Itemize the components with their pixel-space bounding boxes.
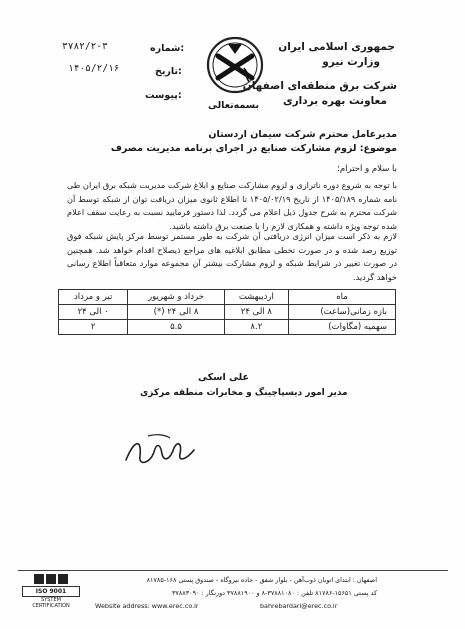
table-row-label: سهمیه (مگاوات) (289, 320, 396, 335)
country-name: جمهوری اسلامی ایران (278, 41, 395, 53)
table-cell: ۸ الی ۲۴ (*) (128, 305, 224, 320)
department-name: معاونت بهره برداری (282, 95, 387, 107)
table-row (59, 320, 396, 335)
number-value: ۳۷۸۲/۲-۳ (62, 41, 108, 52)
company-name: شرکت برق منطقه‌ای اصفهان (242, 80, 397, 92)
number-label: شماره: (150, 43, 185, 54)
quota-table (58, 289, 396, 335)
signatory-name: علی اسکی (198, 372, 250, 383)
table-cell: ۵.۵ (128, 320, 224, 335)
table-row-label: بازه زمانی(ساعت) (289, 305, 396, 320)
attachment-label: پیوست: (145, 90, 182, 101)
table-cell: ۸.۲ (224, 320, 288, 335)
basmala: بسمه‌تعالی (208, 100, 260, 111)
table-cell: ۰ الی ۲۴ (59, 305, 128, 320)
signatory-title: مدیر امور دیسپاچینگ و مخابرات منطقه مرکزی (140, 388, 348, 398)
ministry-name: وزارت نیرو (322, 56, 380, 68)
date-value: ۱۴۰۵/۲/۱۶ (68, 63, 120, 74)
footer-address: اصفهان : ابتدای اتوبان ذوب‌آهن - بلوار شفق - جاده نیروگاه - صندوق پستی ۱۶۸-۸۱۷۸۵ (146, 576, 377, 584)
subject-line: موضوع: لزوم مشارکت صنایع در اجرای برنامه مدیریت مصرف (110, 143, 397, 154)
table-header-cell: ماه (289, 290, 396, 305)
paragraph-2: لازم به ذکر است میزان انرژی دریافتی آن شرکت به طور مستمر توسط مرکز پایش شبکه فوق توزیع رصد شده و در صورت تخطی مطابق ابلاغیه های مراجع ذیصلاح اقدام خواهد شد. همچنین در صورت تغییر در شرایط شبکه و لزوم مشارکت بیشتر آن مجموعه موارد متعاقباً اطلاع رسانی خواهد گردید. (67, 231, 397, 282)
table-header-cell: تیر و مرداد (59, 290, 128, 305)
iso-certification-badge (22, 574, 80, 614)
cert-title: ISO 9001 (22, 586, 80, 597)
addressee: مدیرعامل محترم شرکت سیمان اردستان (208, 129, 397, 140)
table-row (59, 305, 396, 320)
cert-sub: SYSTEM CERTIFICATION (32, 597, 70, 609)
table-header-row (59, 290, 396, 305)
date-label: تاریخ: (155, 66, 182, 77)
table-header-cell: اردیبهشت (224, 290, 288, 305)
logo-emblem-icon (204, 34, 266, 96)
footer-website[interactable]: Website address: www.erec.co.ir (95, 602, 199, 610)
paragraph-1: با توجه به شروع دوره ناترازی و لزوم مشارکت صنایع و ابلاغ شرکت مدیریت شبکه برق ایران طی نامه شماره ۱۴۰۵/۱۸۹ از تاریخ ۱۴۰۵/۰۲/۱۹ تا اطلاع ثانوی میزان دریافت توان از شبکه توسط آن شرکت محترم به شرح جدول ذیل اعلام می گردد. لذا دستور فرمایید نسبت به رعایت سقف اعلام شده توجه ویژه داشته و همکاری لازم را با صنعت برق داشته باشید. (66, 180, 397, 231)
handwritten-signature (120, 430, 200, 472)
footer-email[interactable]: bahrebardari@erec.co.ir (260, 602, 338, 610)
table-header-cell: خرداد و شهریور (128, 290, 224, 305)
greeting: با سلام و احترام؛ (337, 164, 397, 174)
footer-divider (18, 570, 448, 571)
cert-logo-icon (22, 574, 80, 584)
table-cell: ۲ (59, 320, 128, 335)
table-cell: ۸ الی ۲۴ (224, 305, 288, 320)
company-logo (204, 34, 266, 96)
footer-phones: کد پستی ۱۵۶۵۱-۸۱۷۸۶ تلفن : ۳۷۸۸۱۰۸۰-۸ و ۳۷۸۸۱۹۰۰ دورنگار : ۳۷۸۸۳۰۹۰ (171, 589, 377, 597)
